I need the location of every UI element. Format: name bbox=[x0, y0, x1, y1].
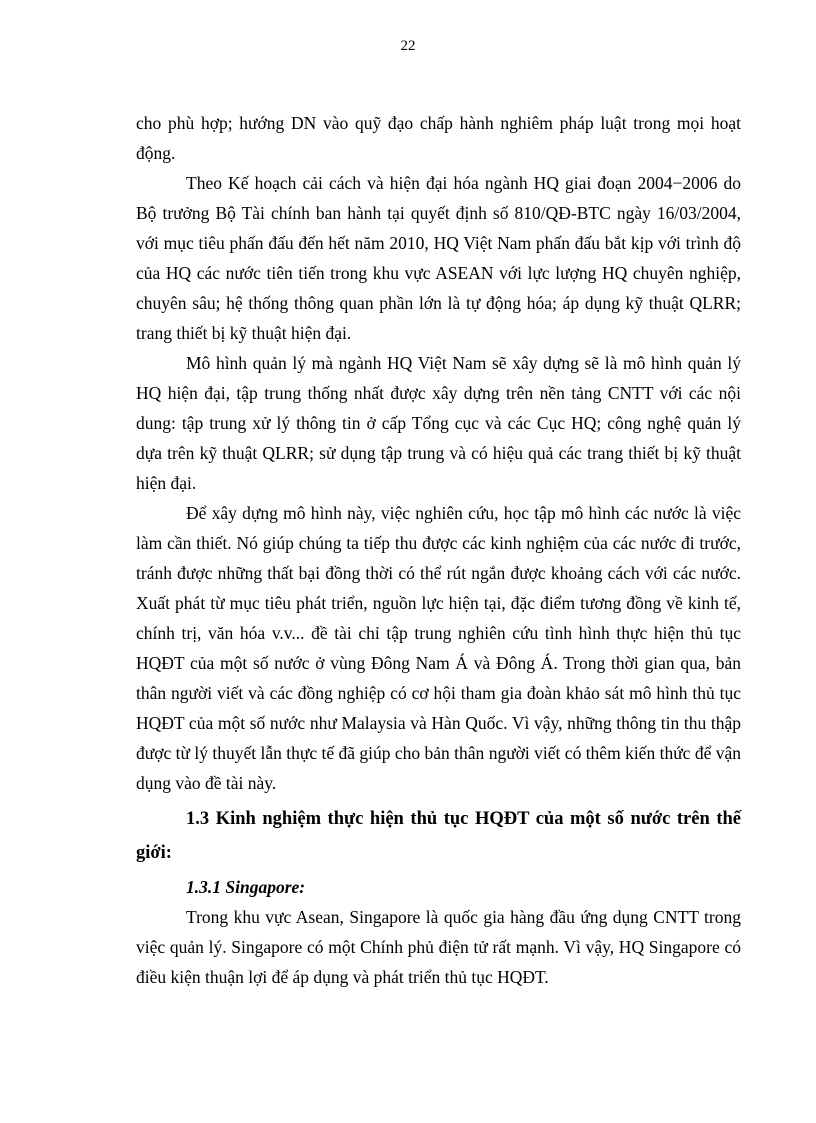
paragraph-singapore: Trong khu vực Asean, Singapore là quốc gia hàng đầu ứng dụng CNTT trong việc quản lý. Singapore có một Chính phủ điện tử rất mạnh. Vì vậy, HQ Singapore có điều kiện thuận lợi để áp dụng và phát triển thủ tục HQĐT. bbox=[136, 907, 741, 987]
subsection-heading: 1.3.1 Singapore: bbox=[186, 877, 306, 897]
paragraph-continuation: cho phù hợp; hướng DN vào quỹ đạo chấp hành nghiêm pháp luật trong mọi hoạt động. bbox=[136, 113, 741, 163]
paragraph-reform-plan: Theo Kế hoạch cải cách và hiện đại hóa ngành HQ giai đoạn 2004−2006 do Bộ trưởng Bộ Tài chính ban hành tại quyết định số 810/QĐ-BTC ngày 16/03/2004, với mục tiêu phấn đấu đến hết năm 2010, HQ Việt Nam phấn đấu bắt kịp với trình độ của HQ các nước tiên tiến trong khu vực ASEAN với lực lượng HQ chuyên nghiệp, chuyên sâu; hệ thống thông quan phần lớn là tự động hóa; áp dụng kỹ thuật QLRR; trang thiết bị kỹ thuật hiện đại. bbox=[136, 173, 741, 343]
paragraph-research-approach: Để xây dựng mô hình này, việc nghiên cứu, học tập mô hình các nước là việc làm cần thiết. Nó giúp chúng ta tiếp thu được các kinh nghiệm của các nước đi trước, tránh được những thất bại đồng thời có thể rút ngắn được khoảng cách với các nước. Xuất phát từ mục tiêu phát triển, nguồn lực hiện tại, đặc điểm tương đồng về kinh tế, chính trị, văn hóa v.v... đề tài chỉ tập trung nghiên cứu tình hình thực hiện thủ tục HQĐT của một số nước ở vùng Đông Nam Á và Đông Á. Trong thời gian qua, bản thân người viết và các đồng nghiệp có cơ hội tham gia đoàn khảo sát mô hình thủ tục HQĐT của một số nước như Malaysia và Hàn Quốc. Vì vậy, những thông tin thu thập được từ lý thuyết lẫn thực tế đã giúp cho bản thân người viết có thêm kiến thức để vận dụng vào đề tài này. bbox=[136, 503, 741, 793]
page-body bbox=[136, 108, 741, 992]
section-heading: 1.3 Kinh nghiệm thực hiện thủ tục HQĐT của một số nước trên thế giới: bbox=[136, 809, 741, 863]
paragraph-management-model: Mô hình quản lý mà ngành HQ Việt Nam sẽ xây dựng sẽ là mô hình quản lý HQ hiện đại, tập trung thống nhất được xây dựng trên nền tảng CNTT với các nội dung: tập trung xử lý thông tin ở cấp Tổng cục và các Cục HQ; công nghệ quản lý dựa trên kỹ thuật QLRR; sử dụng tập trung và có hiệu quả các trang thiết bị kỹ thuật hiện đại. bbox=[136, 353, 741, 493]
page-number: 22 bbox=[400, 38, 416, 54]
